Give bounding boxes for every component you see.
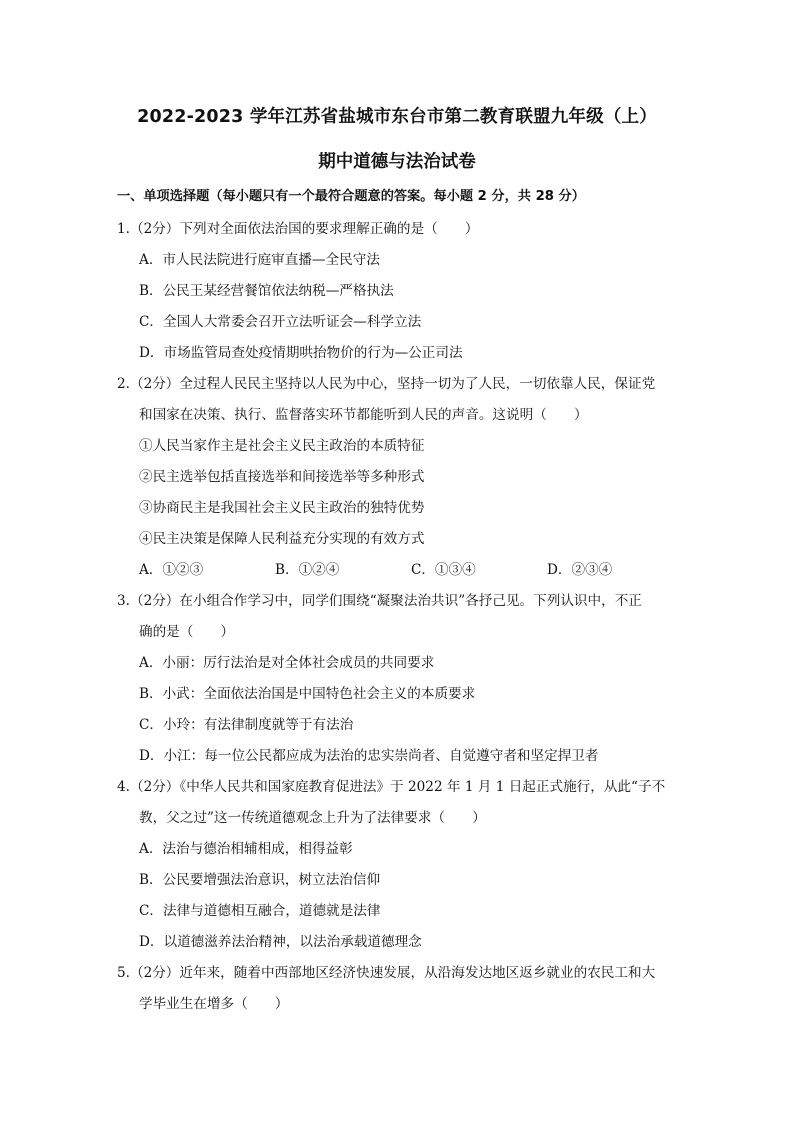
exam-title-line1: 2022-2023 学年江苏省盐城市东台市第二教育联盟九年级（上） <box>137 107 657 127</box>
question-4-stem-line2: 教，父之过”这一传统道德观念上升为了法律要求（ ） <box>139 810 486 826</box>
section-heading: 一、单项选择题（每小题只有一个最符合题意的答案。每小题 2 分，共 28 分） <box>117 189 585 204</box>
question-1-option-d: D．市场监管局查处疫情期哄抬物价的行为—公正司法 <box>139 345 463 361</box>
question-3-option-a: A．小丽：厉行法治是对全体社会成员的共同要求 <box>139 655 435 671</box>
question-2-choices <box>117 555 687 586</box>
question-4-stem-line1: 4.（2分）《中华人民共和国家庭教育促进法》于 2022 年 1 月 1 日起正式施行，从此“子不 <box>117 779 666 795</box>
question-4-option-d: D．以道德滋养法治精神，以法治承载道德理念 <box>139 934 422 950</box>
question-1-stem: 1.（2分）下列对全面依法治国的要求理解正确的是（ ） <box>117 221 479 237</box>
question-1-option-c: C．全国人大常委会召开立法听证会—科学立法 <box>139 314 422 330</box>
question-5-stem-line2: 学毕业生在增多（ ） <box>139 996 289 1012</box>
question-2-statement-1: ①人民当家作主是社会主义民主政治的本质特征 <box>139 438 425 454</box>
question-2-choice-a: A．①②③ <box>139 562 204 578</box>
question-2-choice-c: C．①③④ <box>411 562 476 578</box>
question-2-stem-line1: 2.（2分）全过程人民民主坚持以人民为中心，坚持一切为了人民，一切依靠人民，保证党 <box>117 376 656 392</box>
question-2-statement-4: ④民主决策是保障人民利益充分实现的有效方式 <box>139 531 425 547</box>
questions-body <box>117 214 687 1020</box>
question-3-option-d: D．小江：每一位公民都应成为法治的忠实崇尚者、自觉遵守者和坚定捍卫者 <box>139 748 599 764</box>
question-4-option-a: A．法治与德治相辅相成，相得益彰 <box>139 841 353 857</box>
question-5-stem-line1: 5.（2分）近年来，随着中西部地区经济快速发展，从沿海发达地区返乡就业的农民工和大 <box>117 965 656 981</box>
question-2-statement-2: ②民主选举包括直接选举和间接选举等多种形式 <box>139 469 425 485</box>
question-4-option-c: C．法律与道德相互融合，道德就是法律 <box>139 903 381 919</box>
question-4-option-b: B．公民要增强法治意识，树立法治信仰 <box>139 872 381 888</box>
question-1-option-a: A．市人民法院进行庭审直播—全民守法 <box>139 252 380 268</box>
question-3-stem-line2: 确的是（ ） <box>139 624 235 640</box>
question-3-stem-line1: 3.（2分）在小组合作学习中，同学们围绕“凝聚法治共识”各抒己见。下列认识中，不正 <box>117 593 642 609</box>
question-2-choice-b: B．①②④ <box>275 562 340 578</box>
question-2-choice-d: D．②③④ <box>547 562 613 578</box>
question-1-option-b: B．公民王某经营餐馆依法纳税—严格执法 <box>139 283 394 299</box>
exam-title-line2: 期中道德与法治试卷 <box>318 152 476 172</box>
question-2-statement-3: ③协商民主是我国社会主义民主政治的独特优势 <box>139 500 425 516</box>
question-2-stem-line2: 和国家在决策、执行、监督落实环节都能听到人民的声音。这说明（ ） <box>139 407 588 423</box>
question-3-option-b: B．小武：全面依法治国是中国特色社会主义的本质要求 <box>139 686 476 702</box>
question-3-option-c: C．小玲：有法律制度就等于有法治 <box>139 717 354 733</box>
